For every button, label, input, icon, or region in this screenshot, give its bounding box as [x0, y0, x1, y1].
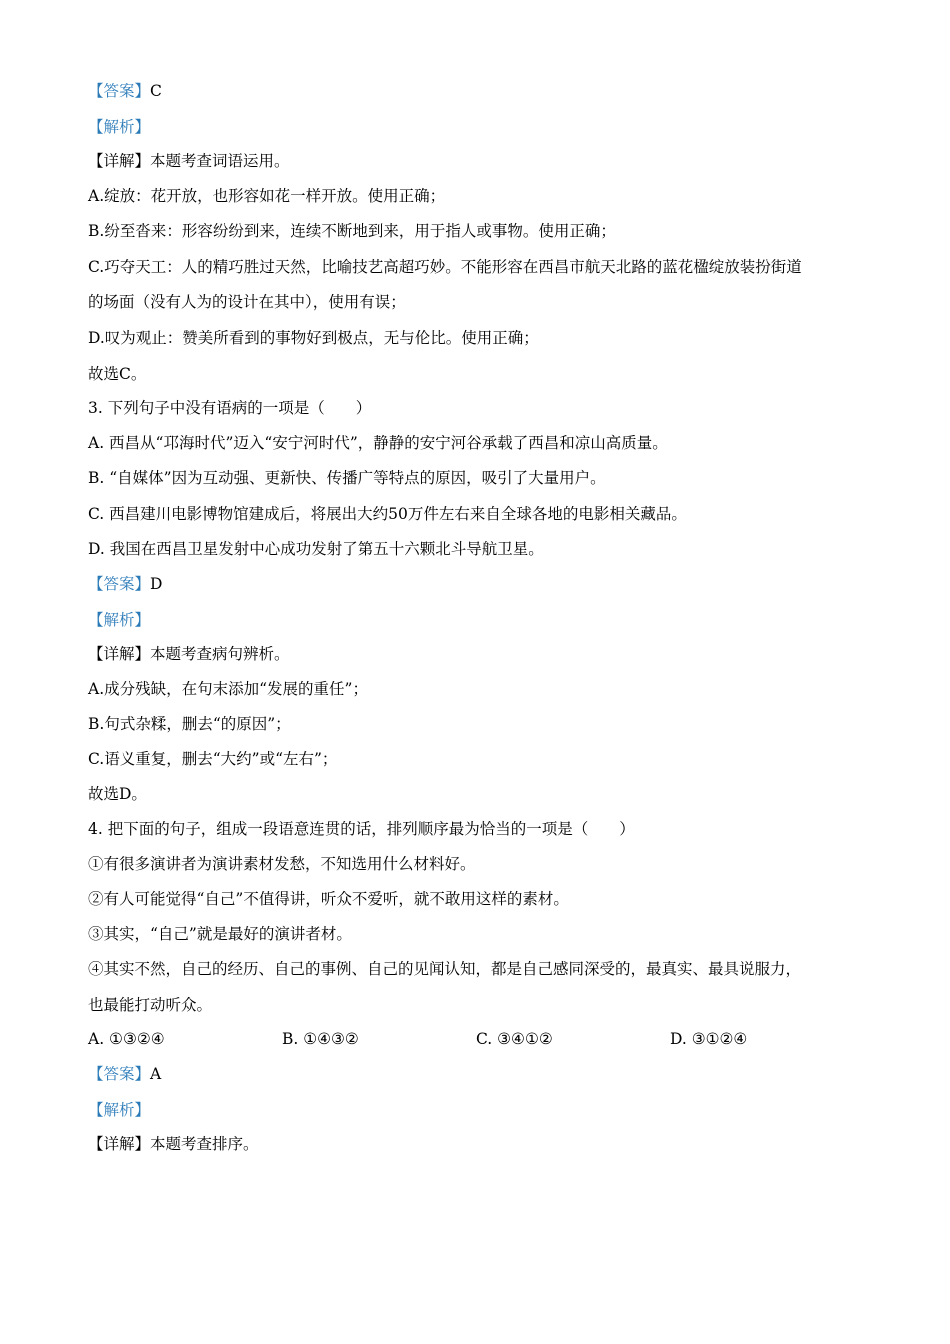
answer-value: D — [150, 575, 163, 593]
explanation-line: B.纷至沓来：形容纷纷到来，连续不断地到来，用于指人或事物。使用正确； — [88, 222, 616, 240]
answer-line — [88, 1064, 868, 1084]
answer-line — [88, 574, 868, 594]
option-b: B. “自媒体”因为互动强、更新快、传播广等特点的原因，吸引了大量用户。 — [88, 469, 606, 487]
answer-tag: 【答案】 — [88, 1065, 151, 1083]
explanation-line: A.绽放：花开放，也形容如花一样开放。使用正确； — [88, 187, 446, 205]
answer-tag: 【答案】 — [88, 575, 151, 593]
sentence-2: ②有人可能觉得“自己”不值得讲，听众不爱听，就不敢用这样的素材。 — [88, 890, 569, 908]
analysis-tag: 【解析】 — [88, 118, 151, 136]
detail-line: 【详解】本题考查词语运用。 — [88, 152, 290, 170]
option-c: C. ③④①② — [476, 1030, 553, 1048]
answer-value: C — [150, 82, 162, 100]
explanation-line: C.巧夺天工：人的精巧胜过天然，比喻技艺高超巧妙。不能形容在西昌市航天北路的蓝花楹绽放装扮街道 — [88, 258, 802, 276]
explanation-line: D.叹为观止：赞美所看到的事物好到极点，无与伦比。使用正确； — [88, 329, 539, 347]
conclusion-line: 故选C。 — [88, 365, 147, 383]
sentence-3: ③其实，“自己”就是最好的演讲者材。 — [88, 925, 352, 943]
answer-line — [88, 81, 868, 101]
explanation-line: C.语义重复，删去“大约”或“左右”； — [88, 750, 338, 768]
analysis-tag: 【解析】 — [88, 1101, 151, 1119]
question-stem: 3. 下列句子中没有语病的一项是（ ） — [88, 399, 372, 417]
option-d: D. ③①②④ — [670, 1030, 748, 1048]
conclusion-line: 故选D。 — [88, 785, 147, 803]
explanation-line: B.句式杂糅，删去“的原因”； — [88, 715, 291, 733]
option-a: A. 西昌从“邛海时代”迈入“安宁河时代”，静静的安宁河谷承载了西昌和凉山高质量。 — [88, 434, 668, 452]
question-stem: 4. 把下面的句子，组成一段语意连贯的话，排列顺序最为恰当的一项是（ ） — [88, 820, 635, 838]
sentence-4: ④其实不然，自己的经历、自己的事例、自己的见闻认知，都是自己感同深受的，最真实、最具说服力， — [88, 960, 802, 978]
analysis-tag: 【解析】 — [88, 611, 151, 629]
explanation-line: A.成分残缺，在句末添加“发展的重任”； — [88, 680, 368, 698]
option-b: B. ①④③② — [282, 1030, 359, 1048]
answer-value: A — [150, 1065, 162, 1083]
option-d: D. 我国在西昌卫星发射中心成功发射了第五十六颗北斗导航卫星。 — [88, 540, 544, 558]
detail-line: 【详解】本题考查病句辨析。 — [88, 645, 290, 663]
explanation-line: 的场面（没有人为的设计在其中），使用有误； — [88, 293, 406, 311]
option-c: C. 西昌建川电影博物馆建成后，将展出大约50万件左右来自全球各地的电影相关藏品。 — [88, 505, 687, 523]
answer-tag: 【答案】 — [88, 82, 151, 100]
detail-line: 【详解】本题考查排序。 — [88, 1135, 259, 1153]
sentence-1: ①有很多演讲者为演讲素材发愁，不知选用什么材料好。 — [88, 855, 476, 873]
option-a: A. ①③②④ — [88, 1030, 165, 1048]
sentence-4-continued: 也最能打动听众。 — [88, 996, 213, 1014]
